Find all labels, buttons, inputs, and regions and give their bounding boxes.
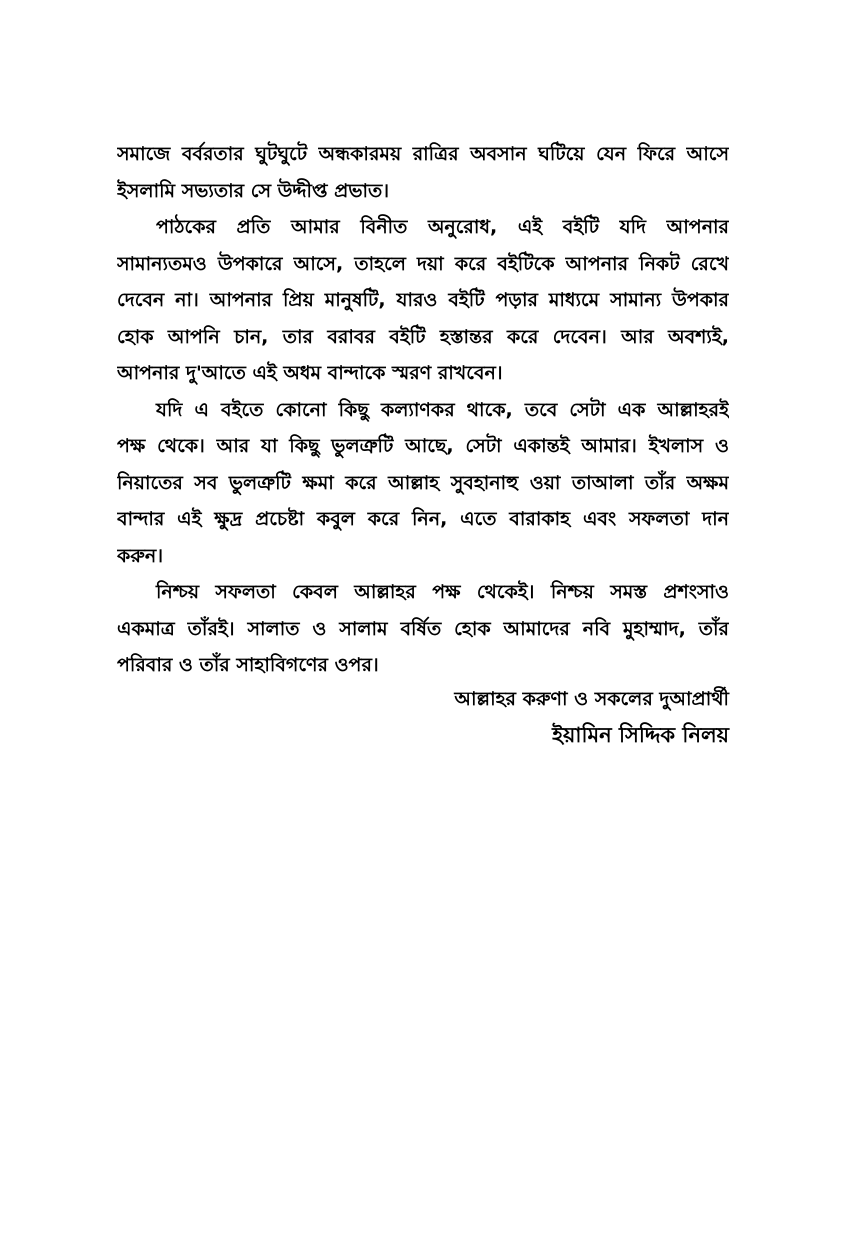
- signature-block: [117, 681, 729, 753]
- body-text: [117, 136, 729, 684]
- paragraph-3-line-4: বান্দার এই ক্ষুদ্র প্রচেষ্টা কবুল করে নিন, এতে বারাকাহ এবং সফলতা দান: [117, 508, 729, 530]
- paragraph-3-line-3: নিয়াতের সব ভুলত্রুটি ক্ষমা করে আল্লাহ সুবহানাহু ওয়া তাআলা তাঁর অক্ষম: [117, 471, 729, 494]
- paragraph-3-line-1: যদি এ বইতে কোনো কিছু কল্যাণকর থাকে, তবে সেটা এক আল্লাহরই: [156, 398, 729, 421]
- paragraph-2-line-1: পাঠকের প্রতি আমার বিনীত অনুরোধ, এই বইটি যদি আপনার: [156, 216, 729, 238]
- paragraph-2-line-5: আপনার দু'আতে এই অধম বান্দাকে স্মরণ রাখবেন।: [117, 362, 503, 384]
- paragraph-2-line-2: সামান্যতমও উপকারে আসে, তাহলে দয়া করে বইটিকে আপনার নিকট রেখে: [117, 252, 729, 275]
- paragraph-4-line-1: নিশ্চয় সফলতা কেবল আল্লাহর পক্ষ থেকেই। নিশ্চয় সমস্ত প্রশংসাও: [156, 581, 729, 603]
- paragraph-4-line-3: পরিবার ও তাঁর সাহাবিগণের ওপর।: [117, 654, 379, 676]
- signature-name: ইয়ামিন সিদ্দিক নিলয়: [552, 723, 729, 747]
- paragraph-2-line-4: হোক আপনি চান, তার বরাবর বইটি হস্তান্তর করে দেবেন। আর অবশ্যই,: [117, 325, 729, 348]
- paragraph-3-line-5: করুন।: [117, 544, 164, 567]
- paragraph-1-line-2: ইসলামি সভ্যতার সে উদ্দীপ্ত প্রভাত।: [117, 179, 390, 202]
- paragraph-2-line-3: দেবেন না। আপনার প্রিয় মানুষটি, যারও বইটি পড়ার মাধ্যমে সামান্য উপকার: [117, 289, 729, 311]
- signature-closing: আল্লাহর করুণা ও সকলের দুআপ্রার্থী: [454, 688, 729, 710]
- paragraph-1-line-1: সমাজে বর্বরতার ঘুটঘুটে অন্ধকারময় রাত্রির অবসান ঘটিয়ে যেন ফিরে আসে: [117, 143, 729, 165]
- paragraph-4-line-2: একমাত্র তাঁরই। সালাত ও সালাম বর্ষিত হোক আমাদের নবি মুহাম্মাদ, তাঁর: [117, 617, 729, 640]
- paragraph-3-line-2: পক্ষ থেকে। আর যা কিছু ভুলত্রুটি আছে, সেটা একান্তই আমার। ইখলাস ও: [117, 435, 729, 457]
